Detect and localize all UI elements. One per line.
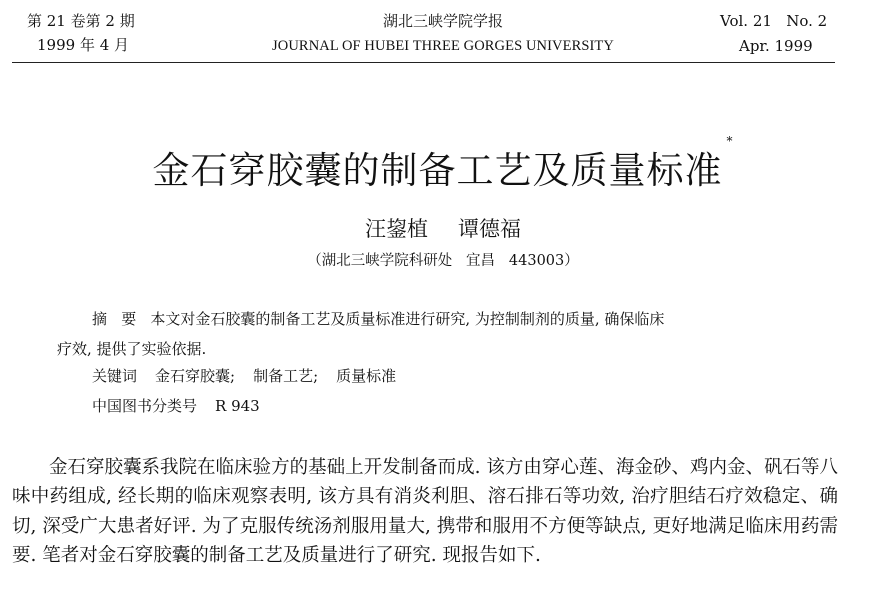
classification-code: R 943 [215, 397, 260, 415]
volume-issue-en: Vol. 21 No. 2 [720, 12, 828, 30]
date-en: Apr. 1999 [739, 37, 813, 55]
abstract-line-1 [92, 310, 664, 328]
date-cn: 1999 年 4 月 [37, 36, 130, 54]
keyword: 制备工艺; [253, 367, 319, 385]
keyword: 质量标准 [336, 367, 397, 385]
journal-name-cn: 湖北三峡学院学报 [382, 12, 503, 30]
classification-label: 中国图书分类号 [92, 397, 198, 415]
author-name: 汪鋆植 [365, 217, 428, 241]
title-footnote-mark: * [726, 134, 734, 148]
author-affiliation: （湖北三峡学院科研处 宜昌 443003） [307, 253, 579, 269]
volume-issue-cn: 第 21 卷第 2 期 [27, 12, 135, 30]
abstract-text: 本文对金石胶囊的制备工艺及质量标准进行研究, 为控制制剂的质量, 确保临床 [150, 310, 665, 328]
abstract-label: 摘 要 [92, 310, 137, 328]
keyword: 金石穿胶囊; [155, 367, 236, 385]
keywords [92, 367, 396, 385]
classification [92, 397, 260, 415]
journal-name-en: JOURNAL OF HUBEI THREE GORGES UNIVERSITY [272, 38, 614, 54]
author-list [0, 213, 886, 243]
article-title-text: 金石穿胶囊的制备工艺及质量标准 [152, 149, 723, 192]
header-rule [12, 62, 835, 63]
article-title [0, 134, 886, 194]
abstract-line-2: 疗效, 提供了实验依据. [57, 340, 207, 358]
author-name: 谭德福 [458, 217, 521, 241]
keywords-label: 关键词 [92, 367, 138, 385]
body-paragraph: 金石穿胶囊系我院在临床验方的基础上开发制备而成. 该方由穿心莲、海金砂、鸡内金、矾石等八味中药组成, 经长期的临床观察表明, 该方具有消炎利胆、溶石排石等功效, 治疗胆结石疗效稳定、确切, 深受广大患者好评. 为了克服传统汤剂服用量大, 携带和服用不方便等缺点, 更好地满足临床用药需要. 笔者对金石穿胶囊的制备工艺及质量进行了研究. 现报告如下. [12, 457, 838, 566]
